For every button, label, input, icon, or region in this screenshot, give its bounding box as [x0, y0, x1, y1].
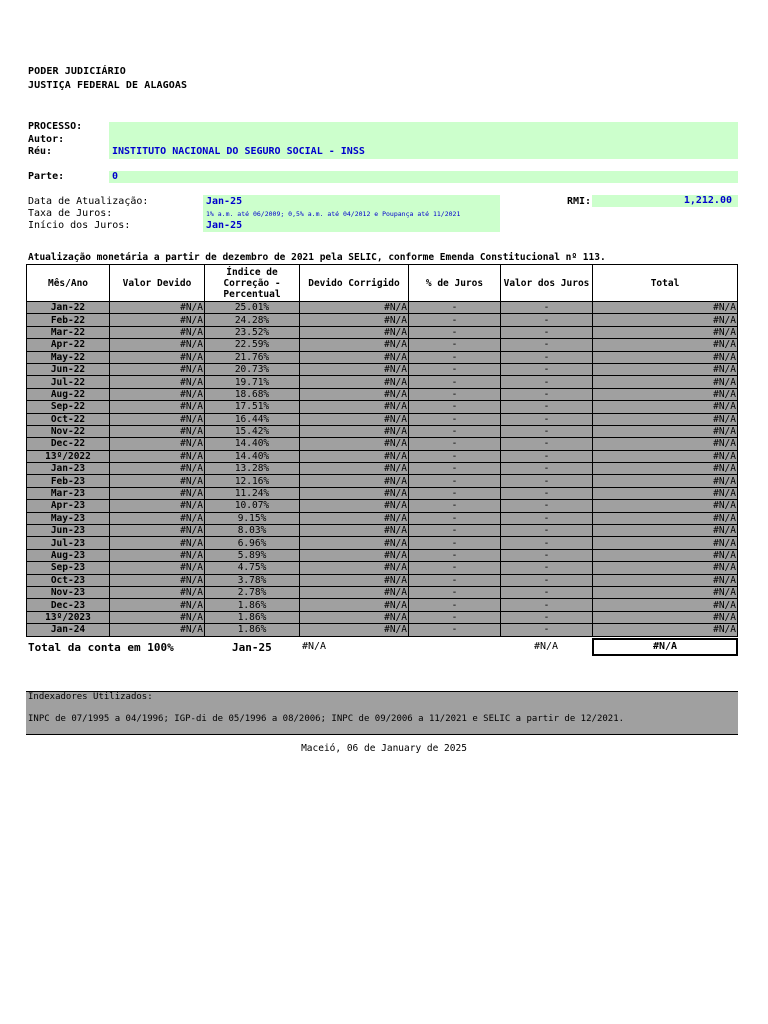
- row-valor-devido: #N/A: [110, 475, 205, 487]
- row-valor-devido: #N/A: [110, 562, 205, 574]
- row-devido-corrigido: #N/A: [300, 302, 409, 314]
- row-pct-juros: -: [409, 599, 501, 611]
- table-row: [27, 624, 738, 636]
- row-total: #N/A: [593, 339, 738, 351]
- row-valor-devido: #N/A: [110, 599, 205, 611]
- row-total: #N/A: [593, 463, 738, 475]
- row-valor-devido: #N/A: [110, 376, 205, 388]
- row-indice: 10.07%: [205, 500, 300, 512]
- row-valor-juros: -: [501, 376, 593, 388]
- table-row: [27, 487, 738, 499]
- row-indice: 17.51%: [205, 401, 300, 413]
- table-row: [27, 425, 738, 437]
- row-indice: 1.86%: [205, 611, 300, 623]
- row-total: #N/A: [593, 574, 738, 586]
- table-row: [27, 351, 738, 363]
- row-pct-juros: -: [409, 586, 501, 598]
- row-devido-corrigido: #N/A: [300, 624, 409, 636]
- row-pct-juros: -: [409, 562, 501, 574]
- total-date: Jan-25: [232, 641, 272, 654]
- col-header-mes-ano: Mês/Ano: [27, 265, 110, 302]
- row-pct-juros: -: [409, 537, 501, 549]
- row-indice: 14.40%: [205, 450, 300, 462]
- row-indice: 12.16%: [205, 475, 300, 487]
- row-mes-ano: Jan-23: [27, 463, 110, 475]
- row-valor-devido: #N/A: [110, 487, 205, 499]
- row-devido-corrigido: #N/A: [300, 525, 409, 537]
- row-devido-corrigido: #N/A: [300, 339, 409, 351]
- row-valor-juros: -: [501, 611, 593, 623]
- row-mes-ano: Mar-22: [27, 326, 110, 338]
- row-valor-juros: -: [501, 425, 593, 437]
- row-indice: 18.68%: [205, 388, 300, 400]
- row-valor-juros: -: [501, 549, 593, 561]
- row-pct-juros: -: [409, 351, 501, 363]
- row-indice: 22.59%: [205, 339, 300, 351]
- row-total: #N/A: [593, 487, 738, 499]
- row-indice: 3.78%: [205, 574, 300, 586]
- row-mes-ano: Mar-23: [27, 487, 110, 499]
- row-devido-corrigido: #N/A: [300, 549, 409, 561]
- row-mes-ano: Jan-24: [27, 624, 110, 636]
- row-pct-juros: -: [409, 314, 501, 326]
- row-total: #N/A: [593, 401, 738, 413]
- data-atualizacao-label: Data de Atualização:: [28, 196, 149, 207]
- row-mes-ano: Jan-22: [27, 302, 110, 314]
- row-valor-juros: -: [501, 463, 593, 475]
- inicio-juros-label: Início dos Juros:: [28, 220, 131, 231]
- row-valor-devido: #N/A: [110, 302, 205, 314]
- row-indice: 1.86%: [205, 599, 300, 611]
- row-valor-devido: #N/A: [110, 351, 205, 363]
- total-devido-corrigido: #N/A: [302, 641, 327, 652]
- row-valor-devido: #N/A: [110, 425, 205, 437]
- row-valor-juros: -: [501, 487, 593, 499]
- row-mes-ano: Nov-22: [27, 425, 110, 437]
- row-valor-devido: #N/A: [110, 463, 205, 475]
- col-header-indice: [205, 265, 300, 302]
- row-pct-juros: -: [409, 611, 501, 623]
- row-valor-juros: -: [501, 525, 593, 537]
- parte-input-area[interactable]: [109, 171, 738, 183]
- row-total: #N/A: [593, 363, 738, 375]
- row-mes-ano: Feb-23: [27, 475, 110, 487]
- row-devido-corrigido: #N/A: [300, 475, 409, 487]
- row-valor-juros: -: [501, 537, 593, 549]
- row-valor-juros: -: [501, 500, 593, 512]
- row-total: #N/A: [593, 413, 738, 425]
- row-indice: 1.86%: [205, 624, 300, 636]
- row-total: #N/A: [593, 376, 738, 388]
- row-valor-devido: #N/A: [110, 339, 205, 351]
- row-mes-ano: Jun-23: [27, 525, 110, 537]
- row-indice: 9.15%: [205, 512, 300, 524]
- row-pct-juros: -: [409, 450, 501, 462]
- row-valor-juros: -: [501, 326, 593, 338]
- row-valor-devido: #N/A: [110, 450, 205, 462]
- table-row: [27, 562, 738, 574]
- row-indice: 8.03%: [205, 525, 300, 537]
- grand-total: #N/A: [592, 638, 738, 656]
- row-devido-corrigido: #N/A: [300, 512, 409, 524]
- court-section: JUSTIÇA FEDERAL DE ALAGOAS: [28, 80, 188, 91]
- table-row: [27, 475, 738, 487]
- row-indice: 15.42%: [205, 425, 300, 437]
- row-mes-ano: May-23: [27, 512, 110, 524]
- total-label: Total da conta em 100%: [28, 641, 174, 654]
- row-total: #N/A: [593, 611, 738, 623]
- row-valor-juros: -: [501, 438, 593, 450]
- indexadores-title: Indexadores Utilizados:: [28, 692, 153, 702]
- row-devido-corrigido: #N/A: [300, 326, 409, 338]
- row-valor-juros: -: [501, 512, 593, 524]
- row-valor-juros: -: [501, 401, 593, 413]
- row-pct-juros: -: [409, 624, 501, 636]
- row-total: #N/A: [593, 562, 738, 574]
- row-devido-corrigido: #N/A: [300, 599, 409, 611]
- row-total: #N/A: [593, 388, 738, 400]
- row-indice: 11.24%: [205, 487, 300, 499]
- row-devido-corrigido: #N/A: [300, 450, 409, 462]
- row-indice: 13.28%: [205, 463, 300, 475]
- row-devido-corrigido: #N/A: [300, 425, 409, 437]
- row-pct-juros: -: [409, 525, 501, 537]
- row-devido-corrigido: #N/A: [300, 463, 409, 475]
- row-pct-juros: -: [409, 549, 501, 561]
- row-pct-juros: -: [409, 500, 501, 512]
- row-mes-ano: Oct-22: [27, 413, 110, 425]
- row-pct-juros: -: [409, 363, 501, 375]
- row-pct-juros: -: [409, 574, 501, 586]
- row-indice: 23.52%: [205, 326, 300, 338]
- parte-value[interactable]: 0: [112, 171, 119, 182]
- row-devido-corrigido: #N/A: [300, 487, 409, 499]
- inicio-juros-value[interactable]: Jan-25: [206, 220, 243, 231]
- row-indice: 6.96%: [205, 537, 300, 549]
- row-valor-juros: -: [501, 475, 593, 487]
- taxa-juros-value[interactable]: 1% a.m. até 06/2009; 0,5% a.m. até 04/2012 e Poupança até 11/2021: [206, 210, 461, 218]
- row-devido-corrigido: #N/A: [300, 586, 409, 598]
- row-indice: 16.44%: [205, 413, 300, 425]
- row-valor-devido: #N/A: [110, 500, 205, 512]
- row-pct-juros: -: [409, 463, 501, 475]
- row-total: #N/A: [593, 351, 738, 363]
- row-valor-juros: -: [501, 413, 593, 425]
- row-mes-ano: Oct-23: [27, 574, 110, 586]
- row-valor-devido: #N/A: [110, 438, 205, 450]
- row-total: #N/A: [593, 525, 738, 537]
- row-pct-juros: -: [409, 475, 501, 487]
- indice-header-line3: Percentual: [223, 288, 281, 300]
- table-row: [27, 537, 738, 549]
- row-valor-devido: #N/A: [110, 363, 205, 375]
- row-mes-ano: Jul-23: [27, 537, 110, 549]
- row-mes-ano: 13º/2022: [27, 450, 110, 462]
- row-indice: 2.78%: [205, 586, 300, 598]
- row-mes-ano: Sep-23: [27, 562, 110, 574]
- table-row: [27, 326, 738, 338]
- row-total: #N/A: [593, 586, 738, 598]
- row-valor-devido: #N/A: [110, 512, 205, 524]
- row-valor-juros: -: [501, 314, 593, 326]
- row-total: #N/A: [593, 326, 738, 338]
- row-mes-ano: May-22: [27, 351, 110, 363]
- processo-label: PROCESSO:: [28, 121, 83, 132]
- row-indice: 21.76%: [205, 351, 300, 363]
- row-valor-devido: #N/A: [110, 624, 205, 636]
- row-total: #N/A: [593, 450, 738, 462]
- row-mes-ano: Dec-22: [27, 438, 110, 450]
- row-valor-devido: #N/A: [110, 537, 205, 549]
- row-indice: 4.75%: [205, 562, 300, 574]
- row-devido-corrigido: #N/A: [300, 611, 409, 623]
- row-pct-juros: -: [409, 438, 501, 450]
- col-header-total: Total: [593, 265, 738, 302]
- row-mes-ano: Jun-22: [27, 363, 110, 375]
- rmi-value[interactable]: 1,212.00: [592, 195, 738, 207]
- row-devido-corrigido: #N/A: [300, 363, 409, 375]
- row-indice: 20.73%: [205, 363, 300, 375]
- row-pct-juros: -: [409, 388, 501, 400]
- reu-value[interactable]: INSTITUTO NACIONAL DO SEGURO SOCIAL - INSS: [112, 146, 365, 157]
- row-valor-devido: #N/A: [110, 586, 205, 598]
- indexadores-box: [26, 691, 738, 735]
- row-valor-devido: #N/A: [110, 413, 205, 425]
- row-total: #N/A: [593, 624, 738, 636]
- row-mes-ano: Apr-22: [27, 339, 110, 351]
- table-row: [27, 339, 738, 351]
- row-devido-corrigido: #N/A: [300, 413, 409, 425]
- table-row: [27, 549, 738, 561]
- row-total: #N/A: [593, 314, 738, 326]
- row-valor-devido: #N/A: [110, 611, 205, 623]
- row-mes-ano: Dec-23: [27, 599, 110, 611]
- data-atualizacao-value[interactable]: Jan-25: [206, 196, 243, 207]
- row-valor-juros: -: [501, 586, 593, 598]
- row-mes-ano: 13º/2023: [27, 611, 110, 623]
- row-valor-devido: #N/A: [110, 525, 205, 537]
- row-valor-juros: -: [501, 339, 593, 351]
- row-mes-ano: Jul-22: [27, 376, 110, 388]
- row-pct-juros: -: [409, 376, 501, 388]
- row-devido-corrigido: #N/A: [300, 351, 409, 363]
- table-body: [27, 302, 738, 637]
- row-mes-ano: Aug-22: [27, 388, 110, 400]
- row-valor-juros: -: [501, 562, 593, 574]
- table-row: [27, 401, 738, 413]
- table-row: [27, 463, 738, 475]
- autor-label: Autor:: [28, 134, 65, 145]
- row-indice: 14.40%: [205, 438, 300, 450]
- row-mes-ano: Nov-23: [27, 586, 110, 598]
- row-pct-juros: -: [409, 401, 501, 413]
- table-row: [27, 500, 738, 512]
- row-valor-devido: #N/A: [110, 314, 205, 326]
- row-total: #N/A: [593, 512, 738, 524]
- row-valor-juros: -: [501, 302, 593, 314]
- row-valor-juros: -: [501, 388, 593, 400]
- indice-header-line1: Índice de: [226, 266, 278, 278]
- row-devido-corrigido: #N/A: [300, 574, 409, 586]
- row-indice: 19.71%: [205, 376, 300, 388]
- row-total: #N/A: [593, 438, 738, 450]
- row-devido-corrigido: #N/A: [300, 500, 409, 512]
- total-valor-juros: #N/A: [534, 641, 559, 652]
- table-row: [27, 611, 738, 623]
- row-pct-juros: -: [409, 512, 501, 524]
- rmi-label: RMI:: [567, 196, 592, 207]
- row-devido-corrigido: #N/A: [300, 537, 409, 549]
- col-header-valor-devido: Valor Devido: [110, 265, 205, 302]
- row-devido-corrigido: #N/A: [300, 388, 409, 400]
- table-row: [27, 302, 738, 314]
- row-devido-corrigido: #N/A: [300, 376, 409, 388]
- place-and-date: Maceió, 06 de January de 2025: [301, 743, 467, 754]
- row-devido-corrigido: #N/A: [300, 562, 409, 574]
- table-row: [27, 450, 738, 462]
- table-row: [27, 438, 738, 450]
- row-valor-juros: -: [501, 363, 593, 375]
- table-row: [27, 599, 738, 611]
- row-indice: 24.28%: [205, 314, 300, 326]
- table-row: [27, 413, 738, 425]
- row-indice: 5.89%: [205, 549, 300, 561]
- row-pct-juros: -: [409, 487, 501, 499]
- row-pct-juros: -: [409, 339, 501, 351]
- row-total: #N/A: [593, 599, 738, 611]
- row-indice: 25.01%: [205, 302, 300, 314]
- row-valor-juros: -: [501, 450, 593, 462]
- table-row: [27, 574, 738, 586]
- row-valor-devido: #N/A: [110, 388, 205, 400]
- reu-label: Réu:: [28, 146, 53, 157]
- row-valor-devido: #N/A: [110, 549, 205, 561]
- row-mes-ano: Aug-23: [27, 549, 110, 561]
- row-valor-juros: -: [501, 351, 593, 363]
- indexadores-text: INPC de 07/1995 a 04/1996; IGP-di de 05/1996 a 08/2006; INPC de 09/2006 a 11/2021 e SELIC a partir de 12/2021.: [28, 714, 625, 724]
- selic-note: Atualização monetária a partir de dezembro de 2021 pela SELIC, conforme Emenda Constitucional nº 113.: [28, 252, 606, 263]
- row-valor-devido: #N/A: [110, 326, 205, 338]
- row-valor-juros: -: [501, 599, 593, 611]
- row-valor-juros: -: [501, 624, 593, 636]
- row-total: #N/A: [593, 549, 738, 561]
- row-valor-devido: #N/A: [110, 574, 205, 586]
- row-devido-corrigido: #N/A: [300, 314, 409, 326]
- table-row: [27, 525, 738, 537]
- row-mes-ano: Feb-22: [27, 314, 110, 326]
- col-header-devido-corrigido: Devido Corrigido: [300, 265, 409, 302]
- row-valor-devido: #N/A: [110, 401, 205, 413]
- row-total: #N/A: [593, 500, 738, 512]
- table-row: [27, 376, 738, 388]
- taxa-juros-label: Taxa de Juros:: [28, 208, 113, 219]
- row-devido-corrigido: #N/A: [300, 401, 409, 413]
- table-row: [27, 363, 738, 375]
- row-pct-juros: -: [409, 413, 501, 425]
- row-pct-juros: -: [409, 326, 501, 338]
- row-total: #N/A: [593, 537, 738, 549]
- row-total: #N/A: [593, 475, 738, 487]
- row-mes-ano: Sep-22: [27, 401, 110, 413]
- table-row: [27, 586, 738, 598]
- row-valor-juros: -: [501, 574, 593, 586]
- row-devido-corrigido: #N/A: [300, 438, 409, 450]
- court-name: PODER JUDICIÁRIO: [28, 66, 126, 77]
- calculation-table: [26, 264, 738, 637]
- table-row: [27, 314, 738, 326]
- row-pct-juros: -: [409, 425, 501, 437]
- col-header-valor-juros: Valor dos Juros: [501, 265, 593, 302]
- row-total: #N/A: [593, 302, 738, 314]
- col-header-pct-juros: % de Juros: [409, 265, 501, 302]
- parte-label: Parte:: [28, 171, 65, 182]
- indice-header-line2: Correção -: [223, 277, 281, 289]
- table-row: [27, 512, 738, 524]
- row-total: #N/A: [593, 425, 738, 437]
- row-mes-ano: Apr-23: [27, 500, 110, 512]
- table-row: [27, 388, 738, 400]
- row-pct-juros: -: [409, 302, 501, 314]
